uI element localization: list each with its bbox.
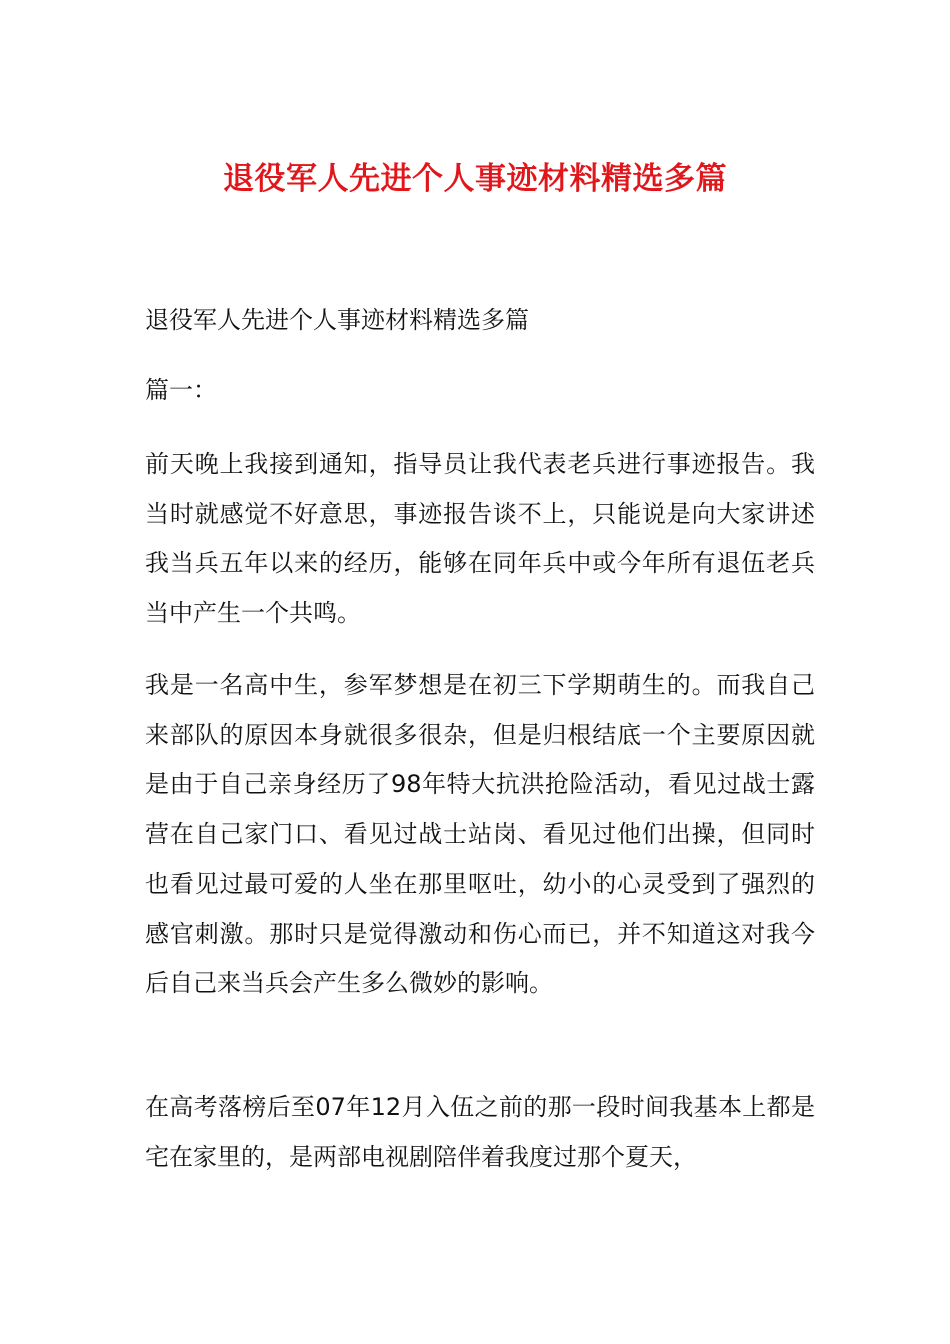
section-label: 篇一： bbox=[145, 376, 217, 404]
paragraph-3: 在高考落榜后至07年12月入伍之前的那一段时间我基本上都是宅在家里的，是两部电视剧陪伴着我度过那个夏天， bbox=[145, 1093, 815, 1171]
document-subtitle: 退役军人先进个人事迹材料精选多篇 bbox=[145, 306, 529, 334]
document-title: 退役军人先进个人事迹材料精选多篇 bbox=[223, 161, 727, 197]
paragraph-1: 前天晚上我接到通知，指导员让我代表老兵进行事迹报告。我当时就感觉不好意思，事迹报告谈不上，只能说是向大家讲述我当兵五年以来的经历，能够在同年兵中或今年所有退伍老兵当中产生一个共鸣。 bbox=[145, 450, 815, 628]
paragraph-2: 我是一名高中生，参军梦想是在初三下学期萌生的。而我自己来部队的原因本身就很多很杂，但是归根结底一个主要原因就是由于自己亲身经历了98年特大抗洪抢险活动，看见过战士露营在自己家门口、看见过战士站岗、看见过他们出操，但同时也看见过最可爱的人坐在那里呕吐，幼小的心灵受到了强烈的感官刺激。那时只是觉得激动和伤心而已，并不知道这对我今后自己来当兵会产生多么微妙的影响。 bbox=[145, 671, 815, 998]
